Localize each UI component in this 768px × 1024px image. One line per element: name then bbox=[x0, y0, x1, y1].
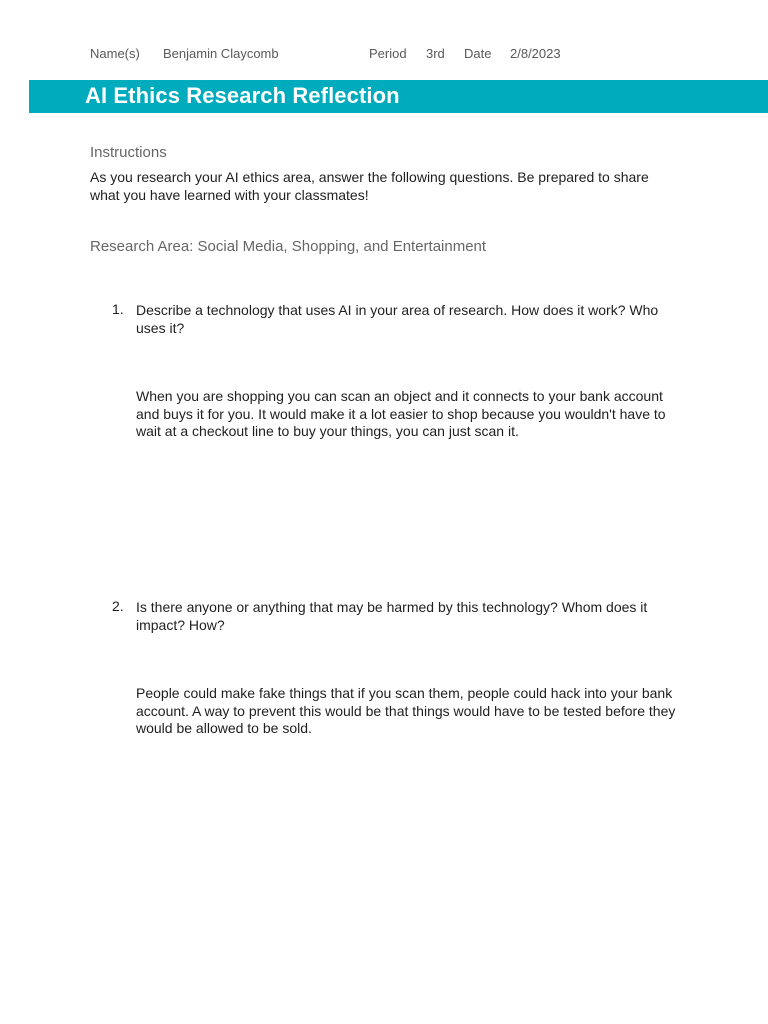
date-label: Date bbox=[464, 46, 492, 61]
question-1-answer: When you are shopping you can scan an object and it connects to your bank account and buys it for you. It would make it a lot easier to shop because you wouldn't have to wait at a checkout line to buy your things, you can just scan it. bbox=[136, 388, 666, 439]
question-2-text: Is there anyone or anything that may be harmed by this technology? Whom does it impact? How? bbox=[136, 599, 648, 633]
period-label: Period bbox=[369, 46, 407, 61]
instructions-heading: Instructions bbox=[90, 144, 167, 161]
instructions-body: As you research your AI ethics area, answer the following questions. Be prepared to share what you have learned with your classmates! bbox=[90, 169, 649, 203]
research-area-heading: Research Area: Social Media, Shopping, and Entertainment bbox=[90, 238, 487, 255]
question-1-number: 1. bbox=[112, 301, 124, 317]
period-value: 3rd bbox=[426, 46, 445, 61]
question-2-number: 2. bbox=[112, 598, 124, 614]
page-title: AI Ethics Research Reflection bbox=[85, 83, 400, 108]
question-1-text: Describe a technology that uses AI in your area of research. How does it work? Who uses it? bbox=[136, 302, 659, 336]
title-banner bbox=[29, 80, 768, 113]
question-2-answer: People could make fake things that if you scan them, people could hack into your bank account. A way to prevent this would be that things would have to be tested before they would be allowed to be sold. bbox=[136, 685, 676, 736]
date-value: 2/8/2023 bbox=[510, 46, 561, 61]
names-label: Name(s) bbox=[90, 46, 140, 61]
names-value: Benjamin Claycomb bbox=[163, 46, 279, 61]
